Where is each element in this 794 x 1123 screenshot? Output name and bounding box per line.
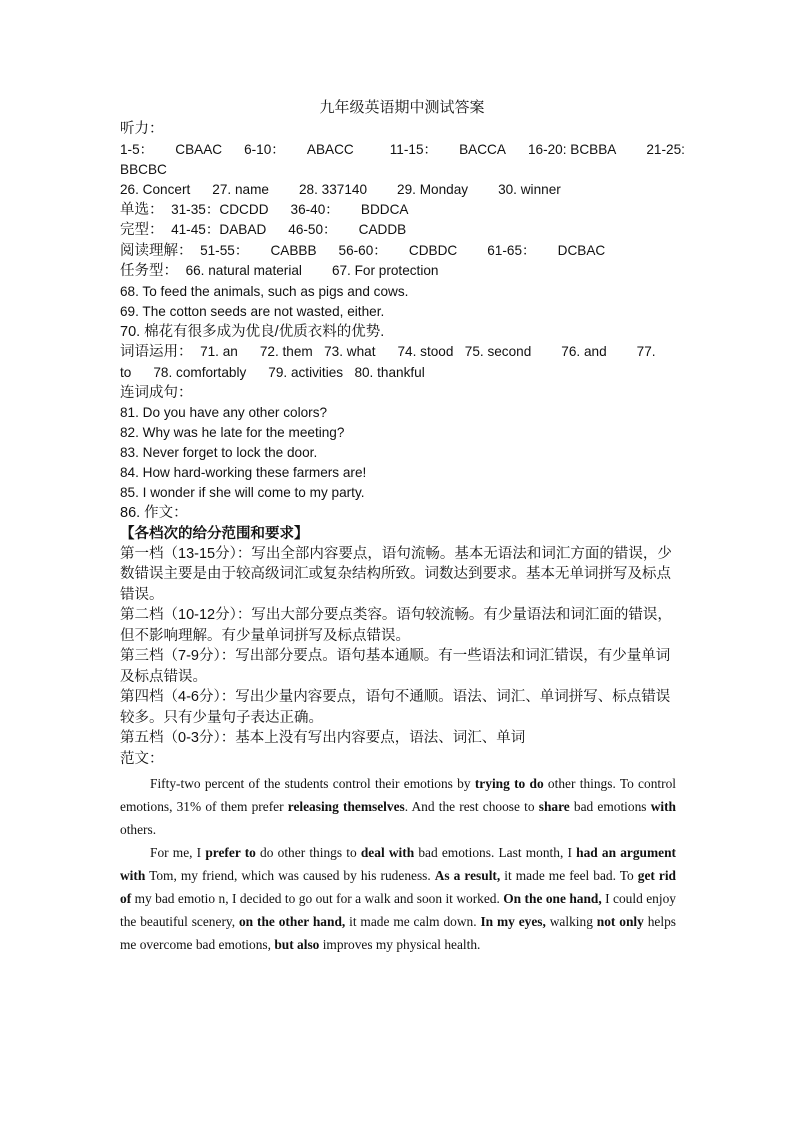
grade-level-1: 第一档（13-15分）：写出全部内容要点，语句流畅。基本无语法和词汇方面的错误，少数错误主要是由于较高级词汇或复杂结构所致。词数达到要求。基本无单词拼写及标点错误。 [120,545,672,603]
answer-value: 74. stood [397,344,454,359]
answer-range: 36-40： [290,201,339,217]
essay-highlight: share [538,799,570,814]
sentences-heading: 连词成句： [120,384,193,401]
essay-text: others. [120,822,157,837]
answer-value: 31-35：CDCDD [171,201,269,217]
answer-value: CABBB [270,242,317,258]
grade-level-3: 第三档（7-9分）：写出部分要点。语句基本通顺。有一些语法和词汇错误，有少量单词及标点错误。 [120,648,671,685]
answer-value: BACCA [459,141,506,157]
grading-heading: 【各档次的给分范围和要求】 [120,525,309,542]
essay-text: . And the rest choose to [404,799,539,814]
grade-level-5: 第五档（0-3分）：基本上没有写出内容要点，语法、词汇、单词 [120,730,526,746]
essay-text: bad emotions. Last month, I [414,845,577,860]
answer-value: CADDB [358,222,407,237]
essay-text: bad emotions [569,799,651,814]
essay-text: Fifty-two percent of the students control their emotions by [150,776,475,791]
listening-row-1 [120,140,685,160]
listening-row-3 [120,180,676,200]
answer-range: 61-65： [487,242,536,258]
essay-text: do other things to [255,845,361,860]
essay-text: For me, I [150,845,206,860]
essay-highlight: prefer to [205,845,256,860]
word-use-row [120,342,676,363]
answer-85: 85. I wonder if she will come to my party. [120,485,365,500]
essay-highlight: with [650,799,676,814]
essay-text: helps me overcome bad emotions, [120,914,676,952]
answer-70: 70. 棉花有很多成为优良/优质衣料的优势. [120,323,385,340]
answer-value: CDBDC [408,242,458,258]
essay-highlight: not only [596,914,644,929]
answer-69: 69. The cotton seeds are not wasted, either. [120,303,385,319]
answer-value: DCBAC [557,242,606,258]
answer-value: ABACC [306,141,354,157]
essay-text: Tom, my friend, which was caused by his rudeness. [145,868,435,883]
grade-level-2: 第二档（10-12分）：写出大部分要点类容。语句较流畅。有少量语法和词汇面的错误，但不影响理解。有少量单词拼写及标点错误。 [120,607,672,644]
answer-value: 79. activities [268,364,344,380]
essay-highlight: releasing themselves [287,799,405,814]
essay-highlight: deal with [360,845,415,860]
essay-text: walking [545,914,597,929]
answer-value: 29. Monday [397,181,469,197]
section-label: 词语运用： [120,344,193,360]
answer-value: 27. name [212,181,269,197]
answer-81: 81. Do you have any other colors? [120,405,328,420]
answer-value: 72. them [259,344,313,359]
answer-value: 80. thankful [354,364,425,380]
essay-highlight: As a result, [434,868,501,883]
essay-text: it made me feel bad. To [500,868,638,883]
answer-value: BDDCA [360,201,409,217]
answer-68: 68. To feed the animals, such as pigs and cows. [120,283,409,299]
answer-value: 76. and [561,344,607,359]
answer-value: CBAAC [175,141,223,157]
answer-86: 86. 作文： [120,505,188,521]
answer-84: 84. How hard-working these farmers are! [120,465,367,480]
task-row [120,261,676,282]
section-label: 任务型： [120,263,178,279]
page-title: 九年级英语期中测试答案 [319,100,485,116]
reading-row [120,241,676,262]
essay-highlight: In my eyes, [480,914,546,929]
answer-range: 46-50： [288,222,337,237]
essay-highlight: but also [274,937,320,952]
listening-row-2: BBCBC [120,161,167,177]
answer-83: 83. Never forget to lock the door. [120,445,318,460]
answer-content [120,119,685,956]
essay-highlight: on the other hand, [238,914,346,929]
essay-highlight: had an argument with [120,845,677,883]
essay-paragraph-2 [120,841,676,956]
answer-value: 67. For protection [331,263,439,278]
essay-text: improves my physical health. [319,937,481,952]
answer-value: 66. natural material [185,263,302,278]
grade-level-4: 第四档（4-6分）：写出少量内容要点，语句不通顺。语法、词汇、单词拼写、标点错误较多。只有少量句子表达正确。 [120,689,671,726]
answer-value: 30. winner [498,181,561,197]
sample-essay [120,772,676,956]
essay-highlight: trying to do [474,776,544,791]
answer-range: 56-60： [338,242,387,258]
answer-range: 1-5： [120,141,154,157]
answer-range: 21-25: [646,141,685,157]
answer-value: 26. Concert [120,181,191,197]
answer-value: 78. comfortably [153,364,247,380]
answer-value: 16-20: BCBBA [527,141,617,157]
sample-essay-label: 范文： [120,750,164,767]
section-label: 完型： [120,222,164,238]
answer-value: 77. [636,344,656,359]
answer-range: 11-15： [389,141,438,157]
answer-value: 73. what [324,344,376,359]
section-label: 单选： [120,201,164,218]
essay-paragraph-1 [120,772,676,841]
answer-value: 75. second [464,344,532,359]
answer-value: 71. an [200,344,238,359]
answer-range: 6-10： [244,141,285,157]
essay-text: my bad emotio n, I decided to go out for a walk and soon it worked. [131,891,504,906]
essay-highlight: get rid of [120,868,676,906]
answer-value: 41-45：DABAD [171,222,267,237]
answer-value: 28. 337140 [298,181,368,197]
essay-text: I could enjoy the beautiful scenery, [120,891,676,929]
answer-82: 82. Why was he late for the meeting? [120,425,345,440]
word-use-row-2 [120,363,676,383]
section-label: 阅读理解： [120,242,193,259]
single-choice-row [120,200,676,221]
answer-value: to [120,364,132,380]
answer-range: 51-55： [200,242,249,258]
essay-text: it made me calm down. [345,914,481,929]
listening-heading: 听力： [120,121,164,137]
cloze-row [120,220,676,241]
essay-text: other things. To control emotions, 31% of them prefer [120,776,676,814]
essay-highlight: On the one hand, [503,891,602,906]
